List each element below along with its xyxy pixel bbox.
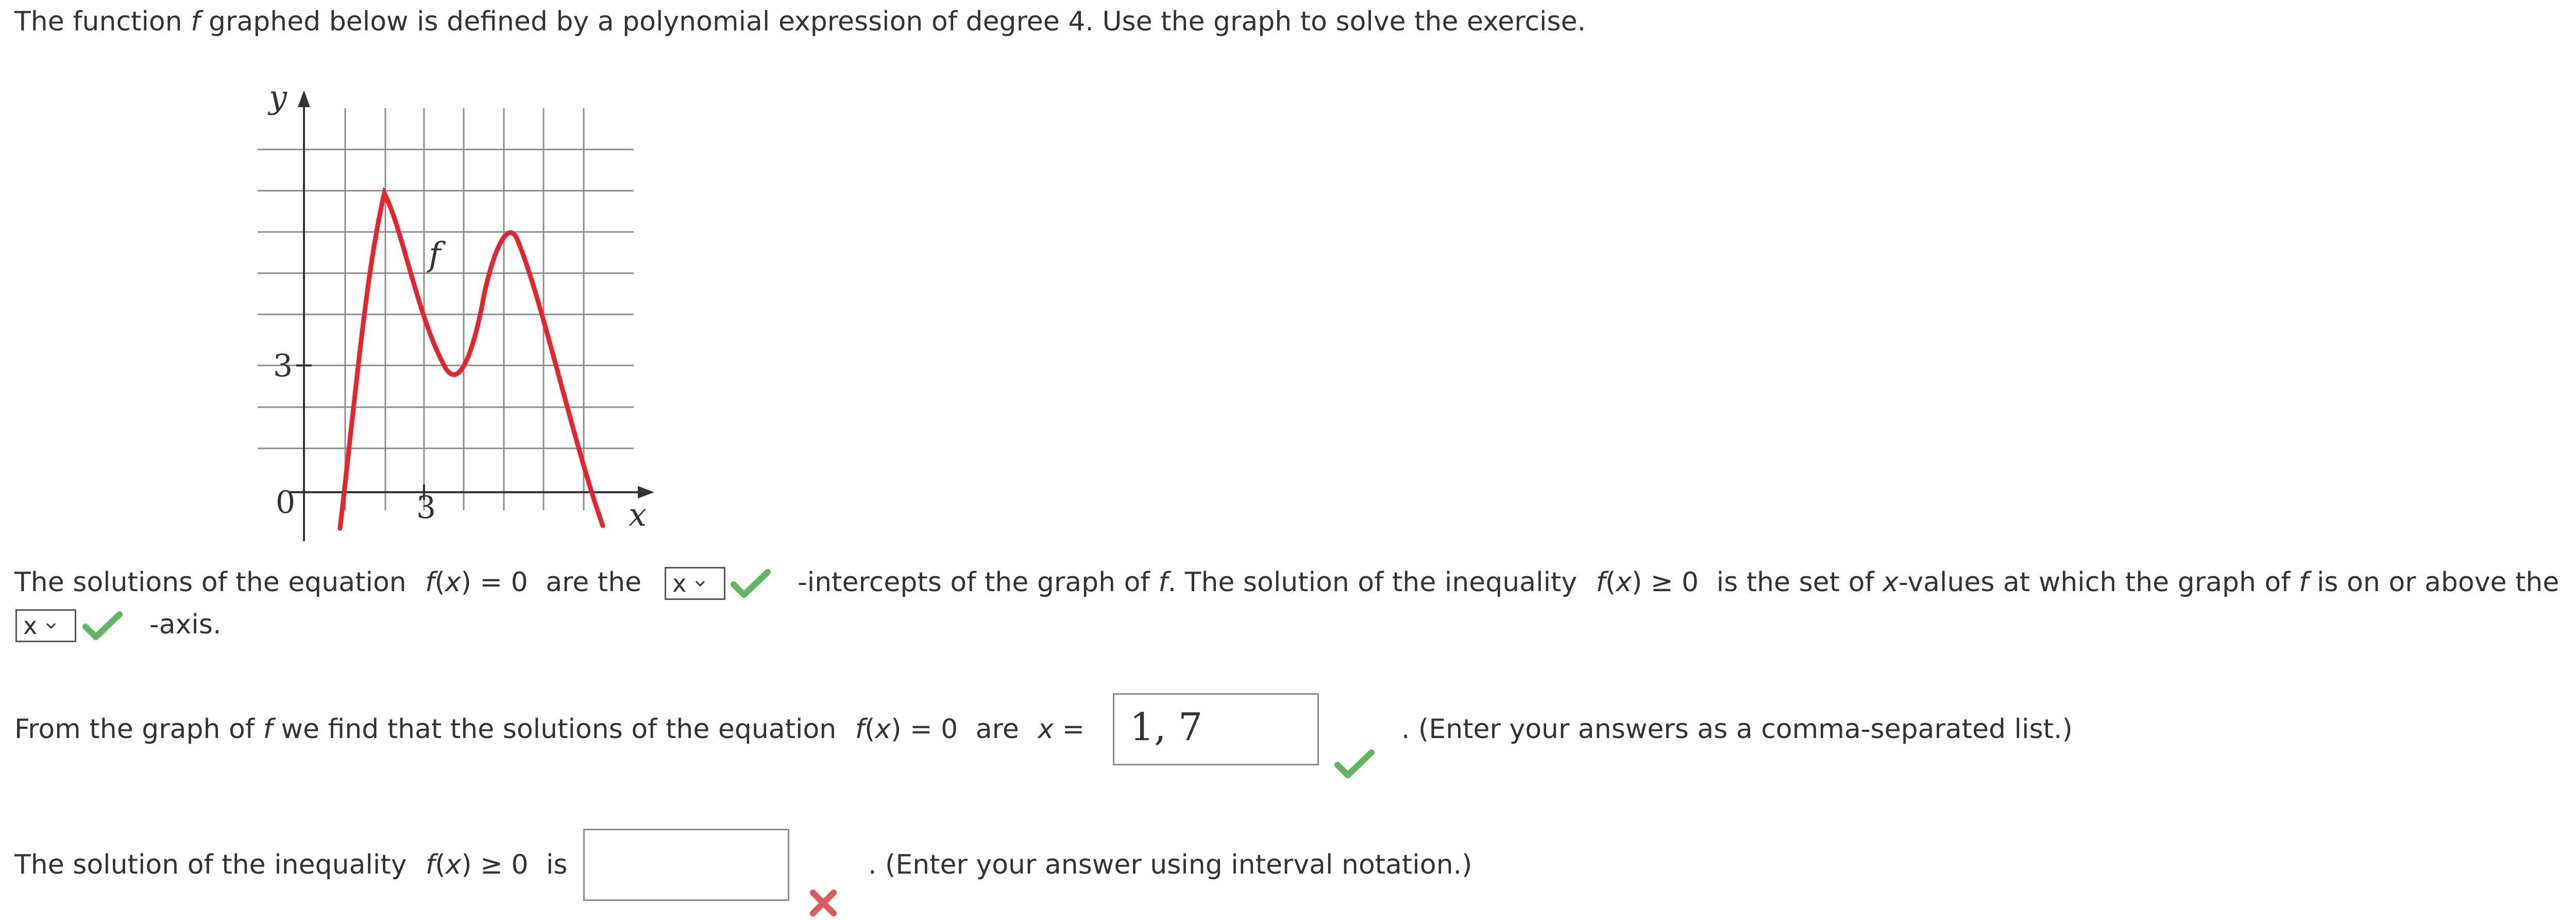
q1-text-a: The solutions of the equation xyxy=(14,567,406,598)
q3-line xyxy=(14,849,568,880)
x-mark-icon xyxy=(808,888,839,918)
q1-text-f: -values at which the graph of xyxy=(1899,567,2291,598)
q1-ineq: f(x) ≥ 0 xyxy=(1596,567,1699,598)
y-axis-arrow xyxy=(298,90,310,107)
q1-line1-rest xyxy=(798,567,2559,598)
q1-text-d: . The solution of the inequality xyxy=(1167,567,1578,598)
instruction-f: f xyxy=(191,6,200,37)
q2-text-c: are xyxy=(975,714,1019,745)
q1-line1 xyxy=(14,567,641,598)
curve-label: f xyxy=(429,236,441,274)
y-tick-label: 3 xyxy=(273,348,293,384)
x-axis-label: x xyxy=(629,496,647,533)
check-icon xyxy=(1334,748,1375,779)
select2-value: x xyxy=(23,612,38,640)
check-icon xyxy=(731,568,771,599)
q1-text-b: are the xyxy=(546,567,642,598)
q2-eq: f(x) = 0 xyxy=(855,714,958,745)
x-tick-label: 3 xyxy=(416,490,436,526)
q3-hint: . (Enter your answer using interval notation.) xyxy=(868,849,1472,880)
q3-text-a: The solution of the inequality xyxy=(14,849,407,880)
q2-text-a: From the graph of xyxy=(14,714,255,745)
q2-answer-field[interactable] xyxy=(1113,693,1319,765)
check-icon xyxy=(82,610,123,641)
q2-text-b: we find that the solutions of the equation xyxy=(281,714,837,745)
q2-line xyxy=(14,714,1084,745)
axis-select-2[interactable] xyxy=(15,609,76,642)
q1-text-g: is on or above the xyxy=(2316,567,2560,598)
q2-xeq: x = xyxy=(1038,714,1085,745)
intercept-select-1[interactable] xyxy=(665,567,725,600)
q1-text-c: -intercepts of the graph of xyxy=(798,567,1150,598)
instruction-text xyxy=(14,6,1586,37)
instruction-part2: graphed below is defined by a polynomial expression of degree 4. Use the graph to solve the exercise. xyxy=(209,6,1586,37)
f-curve xyxy=(340,193,603,528)
q2-f: f xyxy=(263,714,273,745)
instruction-part1: The function xyxy=(14,6,182,37)
q1-eq: f(x) = 0 xyxy=(425,567,528,598)
chevron-down-icon xyxy=(694,578,706,589)
q1-f: f xyxy=(1158,567,1168,598)
origin-label: 0 xyxy=(276,484,296,521)
polynomial-graph xyxy=(222,77,665,541)
y-axis-label: y xyxy=(269,78,287,116)
q1-text-e: is the set of xyxy=(1716,567,1874,598)
q3-answer-field[interactable] xyxy=(583,829,789,901)
q1-xvar: x xyxy=(1883,567,1899,598)
select1-value: x xyxy=(672,570,687,597)
q2-answer-value: 1, 7 xyxy=(1130,705,1203,749)
q3-text-b: is xyxy=(546,849,568,880)
chevron-down-icon xyxy=(45,620,57,631)
q3-ineq: f(x) ≥ 0 xyxy=(426,849,529,880)
q1-f2: f xyxy=(2299,567,2309,598)
q2-hint: . (Enter your answers as a comma-separated list.) xyxy=(1401,714,2073,745)
q1-text-h: -axis. xyxy=(149,609,222,640)
